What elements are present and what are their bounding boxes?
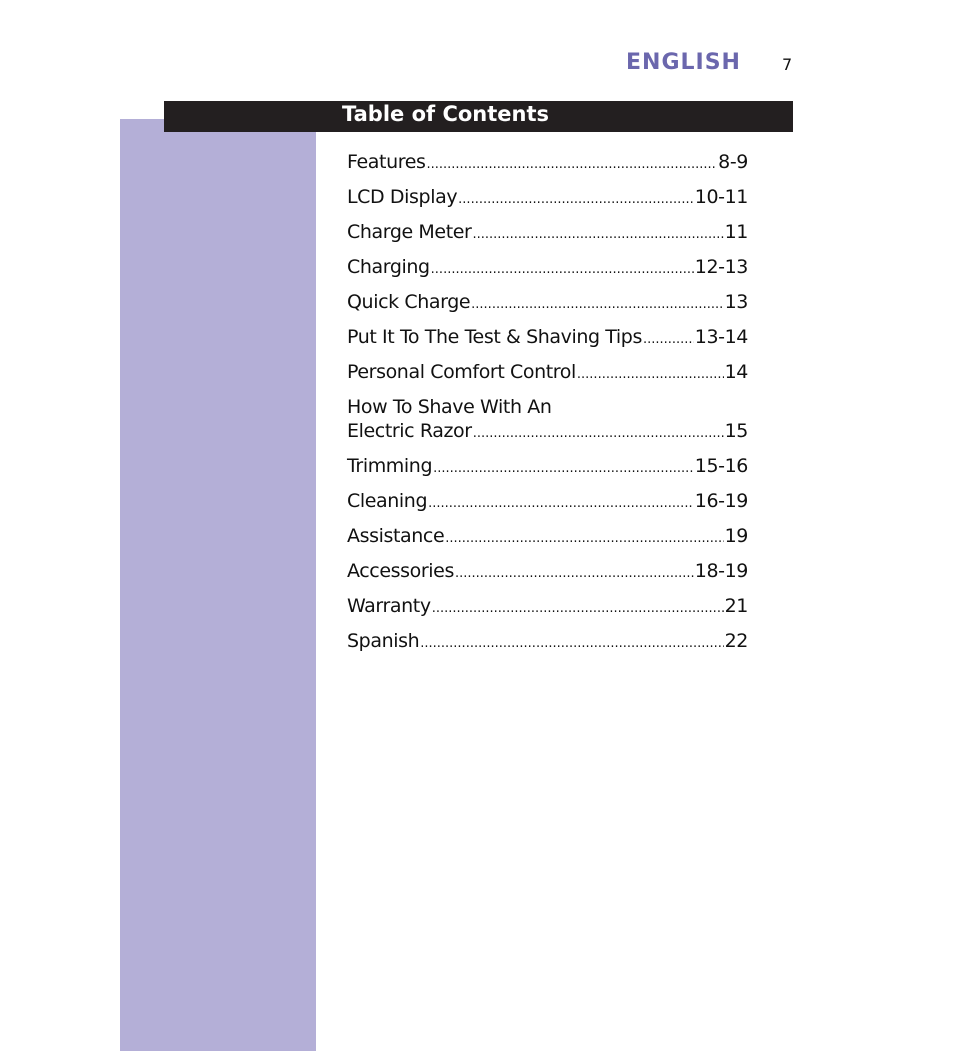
toc-entry-page: 11 (724, 221, 748, 243)
dot-leader (458, 185, 694, 212)
toc-entry-label: Cleaning (347, 490, 428, 512)
toc-entry-page: 16-19 (694, 490, 748, 512)
dot-leader (427, 150, 718, 177)
toc-entry-features (347, 150, 748, 174)
toc-entry-page: 19 (724, 525, 748, 547)
dot-leader (643, 325, 694, 352)
dot-leader (577, 360, 724, 387)
dot-leader (433, 454, 694, 481)
dot-leader (471, 290, 723, 317)
toc-entry-page: 13 (724, 291, 748, 313)
toc-entry-page: 18-19 (694, 560, 748, 582)
dot-leader (432, 594, 724, 621)
toc-entry-page: 15 (724, 420, 748, 442)
toc-entry-charging (347, 255, 748, 279)
toc-entry-page: 14 (724, 361, 748, 383)
dot-leader (431, 255, 694, 282)
toc-entry-label: Charging (347, 256, 430, 278)
page-title: Table of Contents (342, 102, 550, 126)
toc-entry-page: 10-11 (694, 186, 748, 208)
dot-leader (473, 419, 724, 446)
toc-entry-label-line1: How To Shave With An (347, 396, 552, 418)
table-of-contents (347, 150, 748, 664)
toc-entry-shaving-tips (347, 325, 748, 349)
toc-entry-page: 21 (724, 595, 748, 617)
dot-leader (455, 559, 694, 586)
dot-leader (472, 220, 723, 247)
toc-entry-warranty (347, 594, 748, 618)
toc-entry-quick-charge (347, 290, 748, 314)
toc-entry-page: 22 (724, 630, 748, 652)
toc-entry-charge-meter (347, 220, 748, 244)
toc-entry-label: Features (347, 151, 426, 173)
toc-entry-label: Assistance (347, 525, 445, 547)
sidebar-color-band (120, 119, 316, 1051)
toc-entry-page: 12-13 (694, 256, 748, 278)
toc-entry-how-to-shave (347, 395, 748, 443)
toc-entry-label: Personal Comfort Control (347, 361, 576, 383)
language-label: ENGLISH (626, 50, 741, 75)
toc-entry-page: 8-9 (718, 151, 748, 173)
toc-entry-accessories (347, 559, 748, 583)
toc-entry-label: Quick Charge (347, 291, 471, 313)
toc-entry-page: 13-14 (694, 326, 748, 348)
toc-entry-label: Accessories (347, 560, 454, 582)
dot-leader (420, 629, 723, 656)
toc-entry-page: 15-16 (694, 455, 748, 477)
toc-entry-label: Trimming (347, 455, 433, 477)
toc-entry-label: Spanish (347, 630, 420, 652)
toc-entry-label: Warranty (347, 595, 431, 617)
toc-entry-trimming (347, 454, 748, 478)
dot-leader (428, 489, 694, 516)
toc-entry-spanish (347, 629, 748, 653)
toc-entry-assistance (347, 524, 748, 548)
toc-entry-label: Charge Meter (347, 221, 472, 243)
toc-entry-label: Put It To The Test & Shaving Tips (347, 326, 642, 348)
toc-entry-label: LCD Display (347, 186, 458, 208)
dot-leader (445, 524, 723, 551)
toc-entry-label: Electric Razor (347, 420, 472, 442)
toc-entry-personal-comfort-control (347, 360, 748, 384)
page-number: 7 (782, 55, 793, 74)
toc-entry-lcd-display (347, 185, 748, 209)
toc-entry-cleaning (347, 489, 748, 513)
